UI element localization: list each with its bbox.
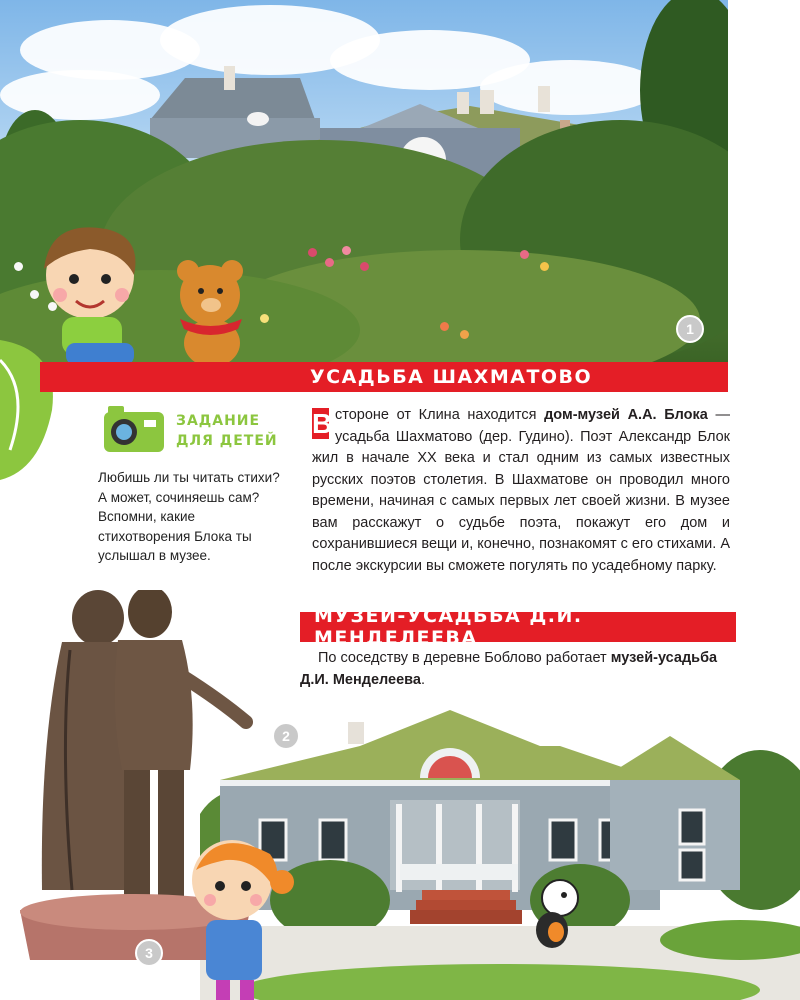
photo-number-badge: 1 bbox=[676, 315, 704, 343]
museum-name-bold: дом-музей А.А. Блока bbox=[544, 407, 708, 423]
camera-icon bbox=[100, 404, 168, 461]
girl-cartoon bbox=[186, 830, 296, 1000]
leaf-decoration bbox=[0, 330, 80, 490]
drop-cap: В bbox=[312, 408, 333, 439]
task-heading-line1: ЗАДАНИЕ bbox=[176, 413, 261, 429]
text-part: По соседству в деревне Боблово работает bbox=[318, 650, 611, 666]
task-heading-line2: ДЛЯ ДЕТЕЙ bbox=[176, 433, 278, 449]
photo-number-badge: 3 bbox=[135, 939, 163, 967]
shakhmatovo-description bbox=[312, 405, 730, 577]
text-part: — усадьба Шахматово (дер. Гудино). Поэт Александр Блок жил в начале XX века и стал одним из самых известных русских поэтов столетия. В Шахматове он проводил много времени, начиная с самых первых лет своей жизни. В музее вам расскажут о судьбе поэта, покажут его дом и сохранившиеся вещи и, конечно, познакомят с его стихами. А после экскурсии вы сможете погулять по усадебному парку. bbox=[312, 407, 730, 574]
task-heading bbox=[176, 411, 278, 451]
section-title-shakhmatovo: УСАДЬБА ШАХМАТОВО bbox=[40, 362, 728, 392]
museum-name-bold: музей-усадьба Д.И. Менделеева bbox=[300, 650, 718, 688]
text-part: . bbox=[420, 671, 425, 688]
section-title-mendeleev: МУЗЕЙ-УСАДЬБА Д.И. МЕНДЕЛЕЕВА bbox=[300, 612, 736, 642]
text-part: стороне от Клина находится bbox=[335, 407, 545, 423]
task-text: Любишь ли ты читать стихи? А может, сочиняешь сам? Вспомни, какие стихотворения Блока ты услышал в музее. bbox=[98, 470, 280, 563]
mendeleev-description bbox=[300, 648, 740, 691]
photo-number-badge: 2 bbox=[272, 722, 300, 750]
